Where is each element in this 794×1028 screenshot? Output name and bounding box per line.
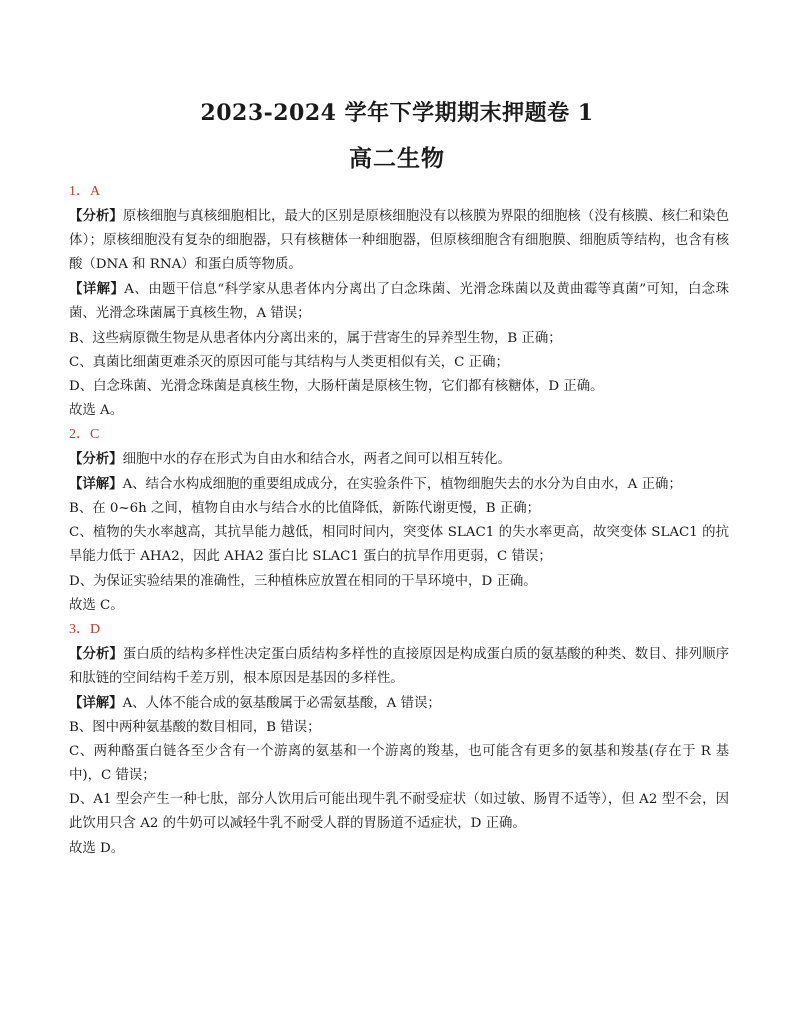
detail-line: D、A1 型会产生一种七肽，部分人饮用后可能出现牛乳不耐受症状（如过敏、肠胃不适等），但 A2 型不会，因此饮用只含 A2 的牛奶可以减轻牛乳不耐受人群的胃肠道不适症状，D 正确。: [69, 792, 729, 832]
detail-tag: 【详解】: [69, 281, 125, 298]
detail-line: D、为保证实验结果的准确性，三种植株应放置在相同的干旱环境中，D 正确。: [69, 573, 537, 589]
detail-line: B、这些病原微生物是从患者体内分离出来的，属于营寄生的异养型生物，B 正确；: [69, 330, 562, 346]
analysis-paragraph: [69, 204, 729, 277]
detail-text: A、人体不能合成的氨基酸属于必需氨基酸，A 错误；: [122, 695, 441, 711]
detail-paragraph: [69, 691, 729, 716]
detail-line: D、白念珠菌、光滑念珠菌是真核生物，大肠杆菌是原核生物，它们都有核糖体，D 正确。: [69, 378, 604, 394]
detail-line: B、图中两种氨基酸的数目相同，B 错误；: [69, 720, 321, 736]
answer-choice: 故选 D。: [69, 840, 125, 856]
detail-line: C、植物的失水率越高，其抗旱能力越低，相同时间内，突变体 SLAC1 的失水率更高，故突变体 SLAC1 的抗旱能力低于 AHA2，因此 AHA2 蛋白比 SLAC1 蛋白的抗旱作用更弱，C 错误；: [69, 525, 729, 565]
detail-paragraph: [69, 277, 729, 326]
analysis-text: 蛋白质的结构多样性决定蛋白质结构多样性的直接原因是构成蛋白质的氨基酸的种类、数目、排列顺序和肽链的空间结构千差万别，根本原因是基因的多样性。: [69, 646, 730, 686]
answer-body: [69, 180, 729, 861]
analysis-text: 原核细胞与真核细胞相比，最大的区别是原核细胞没有以核膜为界限的细胞核（没有核膜、核仁和染色体）；原核细胞没有复杂的细胞器，只有核糖体一种细胞器，但原核细胞含有细胞膜、细胞质等结构，也含有核酸（DNA 和 RNA）和蛋白质等物质。: [69, 209, 730, 273]
answer-number: 3．D: [69, 621, 101, 637]
detail-line: B、在 0~6h 之间，植物自由水与结合水的比值降低，新陈代谢更慢，B 正确；: [69, 501, 541, 517]
analysis-tag: 【分析】: [69, 645, 123, 662]
answer-number: 1．A: [69, 184, 101, 199]
analysis-tag: 【分析】: [69, 451, 123, 468]
answer-choice: 故选 C。: [69, 597, 124, 613]
analysis-paragraph: [69, 447, 729, 472]
analysis-text: 细胞中水的存在形式为自由水和结合水，两者之间可以相互转化。: [122, 452, 511, 468]
answer-number: 2．C: [69, 426, 100, 442]
detail-tag: 【详解】: [69, 694, 123, 711]
detail-tag: 【详解】: [69, 476, 123, 493]
detail-line: C、两种酪蛋白链各至少含有一个游离的氨基和一个游离的羧基，也可能含有更多的氨基和羧基(存在于 R 基中)，C 错误；: [69, 744, 729, 784]
analysis-tag: 【分析】: [69, 208, 123, 225]
detail-paragraph: [69, 472, 729, 497]
detail-text: A、由题干信息“科学家从患者体内分离出了白念珠菌、光滑念珠菌以及黄曲霉等真菌”可知，白念珠菌、光滑念珠菌属于真核生物，A 错误；: [69, 282, 730, 322]
analysis-paragraph: [69, 642, 729, 691]
answer-choice: 故选 A。: [69, 402, 124, 418]
page-subtitle: 高二生物: [349, 145, 445, 172]
detail-text: A、结合水构成细胞的重要组成成分，在实验条件下，植物细胞失去的水分为自由水，A 正确；: [122, 477, 682, 493]
detail-line: C、真菌比细菌更难杀灭的原因可能与其结构与人类更相似有关，C 正确；: [69, 354, 509, 370]
page-title: 2023-2024 学年下学期期末押题卷 1: [200, 100, 594, 126]
